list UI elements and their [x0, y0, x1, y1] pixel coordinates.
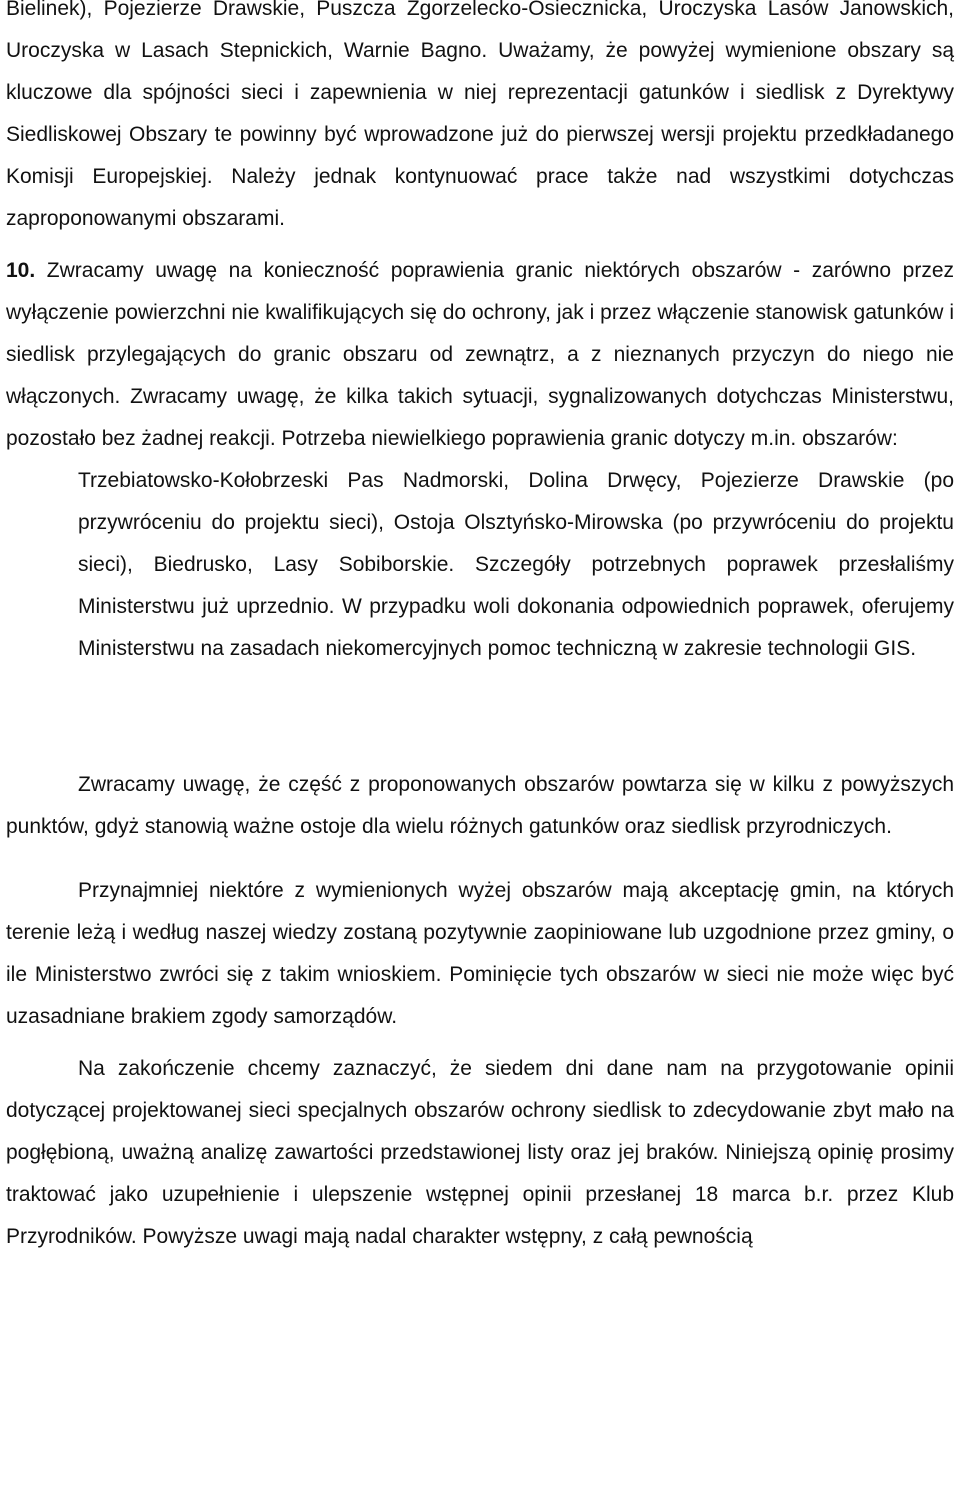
paragraph-areas-list: Trzebiatowsko-Kołobrzeski Pas Nadmorski, Dolina Drwęcy, Pojezierze Drawskie (po przywróceniu do projektu sieci), Ostoja Olsztyńsko-Mirowska (po przywróceniu do projektu sieci), Biedrusko, Lasy Sobiborskie. Szczegóły potrzebnych poprawek przesłaliśmy Ministerstwu już uprzednio. W przypadku woli dokonania odpowiednich poprawek, oferujemy Ministerstwu na zasadach niekomercyjnych pomoc techniczną w zakresie technologii GIS.: [78, 469, 954, 660]
paragraph-point-10: [6, 250, 954, 460]
paragraph-continued: Bielinek), Pojezierze Drawskie, Puszcza Zgorzelecko-Osiecznicka, Uroczyska Lasów Janowskich, Uroczyska w Lasach Stepnickich, Warnie Bagno. Uważamy, że powyżej wymienione obszary są kluczowe dla spójności sieci i zapewnienia w niej reprezentacji gatunków i siedlisk z Dyrektywy Siedliskowej Obszary te powinny być wprowadzone już do pierwszej wersji projektu przedkładanego Komisji Europejskiej. Należy jednak kontynuować prace także nad wszystkimi dotychczas zaproponowanymi obszarami.: [6, 0, 954, 230]
document-page: [6, 0, 954, 1258]
paragraph-overlap-note: Zwracamy uwagę, że część z proponowanych obszarów powtarza się w kilku z powyższych punktów, gdyż stanowią ważne ostoje dla wielu różnych gatunków oraz siedlisk przyrodniczych.: [6, 773, 954, 838]
paragraph-municipal-acceptance: Przynajmniej niektóre z wymienionych wyżej obszarów mają akceptację gmin, na których terenie leżą i według naszej wiedzy zostaną pozytywnie zaopiniowane lub uzgodnione przez gminy, o ile Ministerstwo zwróci się z takim wnioskiem. Pominięcie tych obszarów w sieci nie może więc być uzasadniane brakiem zgody samorządów.: [6, 879, 954, 1028]
point-number: 10.: [6, 259, 36, 282]
paragraph-closing: Na zakończenie chcemy zaznaczyć, że siedem dni dane nam na przygotowanie opinii dotyczącej projektowanej sieci specjalnych obszarów ochrony siedlisk to zdecydowanie zbyt mało na pogłębioną, uważną analizę zawartości przedstawionej listy oraz jej braków. Niniejszą opinię prosimy traktować jako uzupełnienie i ulepszenie wstępnej opinii przesłanej 18 marca b.r. przez Klub Przyrodników. Powyższe uwagi mają nadal charakter wstępny, z całą pewnością: [6, 1057, 954, 1248]
point-10-text: Zwracamy uwagę na konieczność poprawienia granic niektórych obszarów - zarówno przez wyłączenie powierzchni nie kwalifikujących się do ochrony, jak i przez włączenie stanowisk gatunków i siedlisk przylegających do granic obszaru od zewnątrz, a z nieznanych przyczyn do niego nie włączonych. Zwracamy uwagę, że kilka takich sytuacji, sygnalizowanych dotychczas Ministerstwu, pozostało bez żadnej reakcji. Potrzeba niewielkiego poprawienia granic dotyczy m.in. obszarów:: [6, 259, 954, 450]
